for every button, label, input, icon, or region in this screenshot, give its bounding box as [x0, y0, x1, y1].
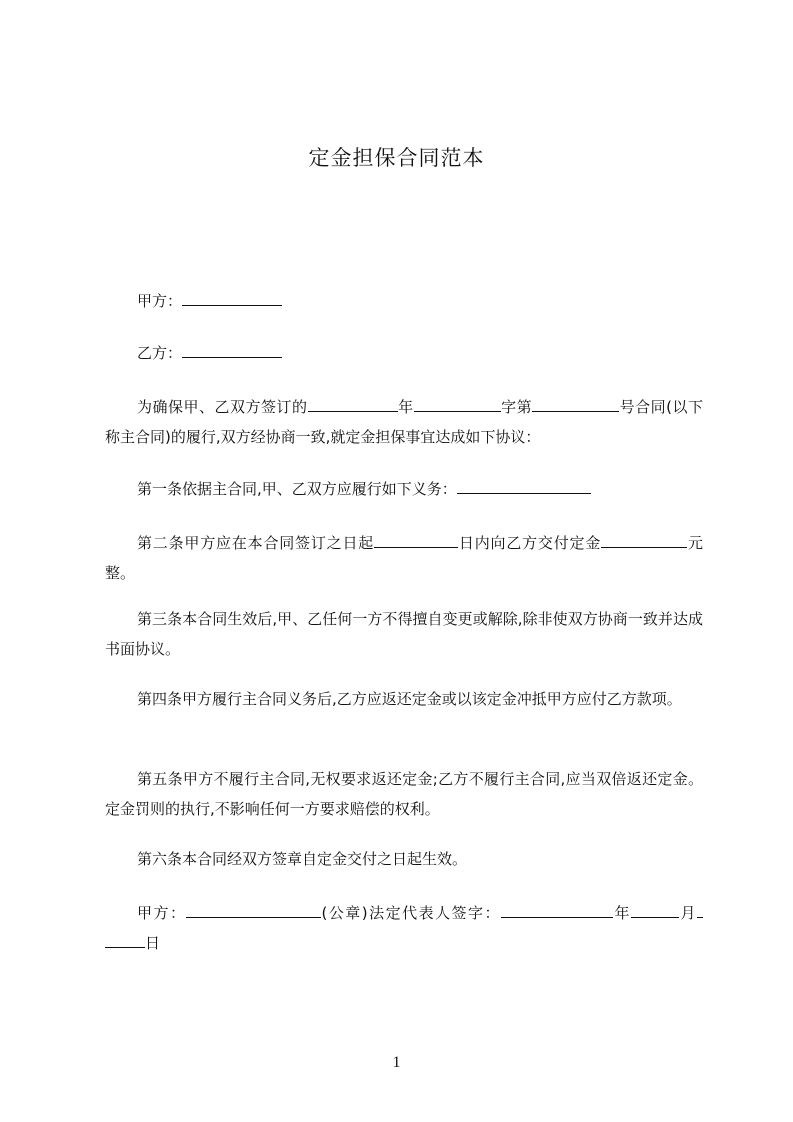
signature-day-blank	[105, 933, 145, 948]
party-b-blank	[182, 343, 282, 358]
article-2-days-blank	[374, 533, 458, 548]
article-2-text-2: 日内向乙方交付定金	[458, 534, 602, 552]
signature-month: 月	[679, 904, 697, 922]
signature-year: 年	[613, 904, 631, 922]
article-2-text-3: 元整。	[105, 534, 703, 582]
article-2-amount-blank	[601, 533, 687, 548]
signature-line	[105, 898, 703, 958]
preamble-number-blank	[532, 397, 619, 412]
preamble-text-3: 字第	[500, 398, 533, 416]
article-2-text-1: 第二条甲方应在本合同签订之日起	[137, 534, 375, 552]
party-a-blank	[182, 291, 282, 306]
party-a-label: 甲方：	[137, 292, 183, 310]
preamble-text-2: 年	[397, 398, 414, 416]
party-a-line	[105, 286, 703, 316]
preamble-contract-blank	[308, 397, 398, 412]
signature-day: 日	[145, 934, 161, 952]
signature-party-a-blank	[186, 903, 321, 918]
preamble-text-4: 号合同(以下称主合同)的履行,双方经协商一致,就定金担保事宜达成如下协议：	[105, 398, 703, 446]
article-3: 第三条本合同生效后,甲、乙任何一方不得擅自变更或解除,除非使双方协商一致并达成书面协议。	[105, 610, 703, 658]
signature-rep-label: 法定代表人签字：	[367, 904, 502, 922]
signature-year-blank	[631, 903, 679, 918]
party-b-label: 乙方：	[137, 344, 183, 362]
party-b-line	[105, 338, 703, 368]
signature-rep-blank	[501, 903, 613, 918]
signature-month-blank	[697, 903, 703, 918]
signature-party-a-label: 甲方：	[137, 904, 187, 922]
preamble-text-1: 为确保甲、乙双方签订的	[137, 398, 308, 416]
article-2	[105, 528, 703, 588]
page-number: 1	[392, 1054, 401, 1071]
preamble-paragraph	[105, 392, 703, 452]
article-1-blank	[457, 479, 591, 494]
article-4: 第四条甲方履行主合同义务后,乙方应返还定金或以该定金冲抵甲方应付乙方款项。	[137, 690, 682, 708]
signature-seal: (公章)	[321, 904, 368, 922]
article-1-text: 第一条依据主合同,甲、乙双方应履行如下义务：	[137, 480, 457, 498]
article-6: 第六条本合同经双方签章自定金交付之日起生效。	[137, 850, 468, 868]
preamble-year-blank	[414, 397, 501, 412]
article-5: 第五条甲方不履行主合同,无权要求返还定金;乙方不履行主合同,应当双倍返还定金。定金罚则的执行,不影响任何一方要求赔偿的权利。	[105, 770, 703, 818]
document-title: 定金担保合同范本	[308, 146, 485, 170]
article-1	[105, 474, 703, 504]
